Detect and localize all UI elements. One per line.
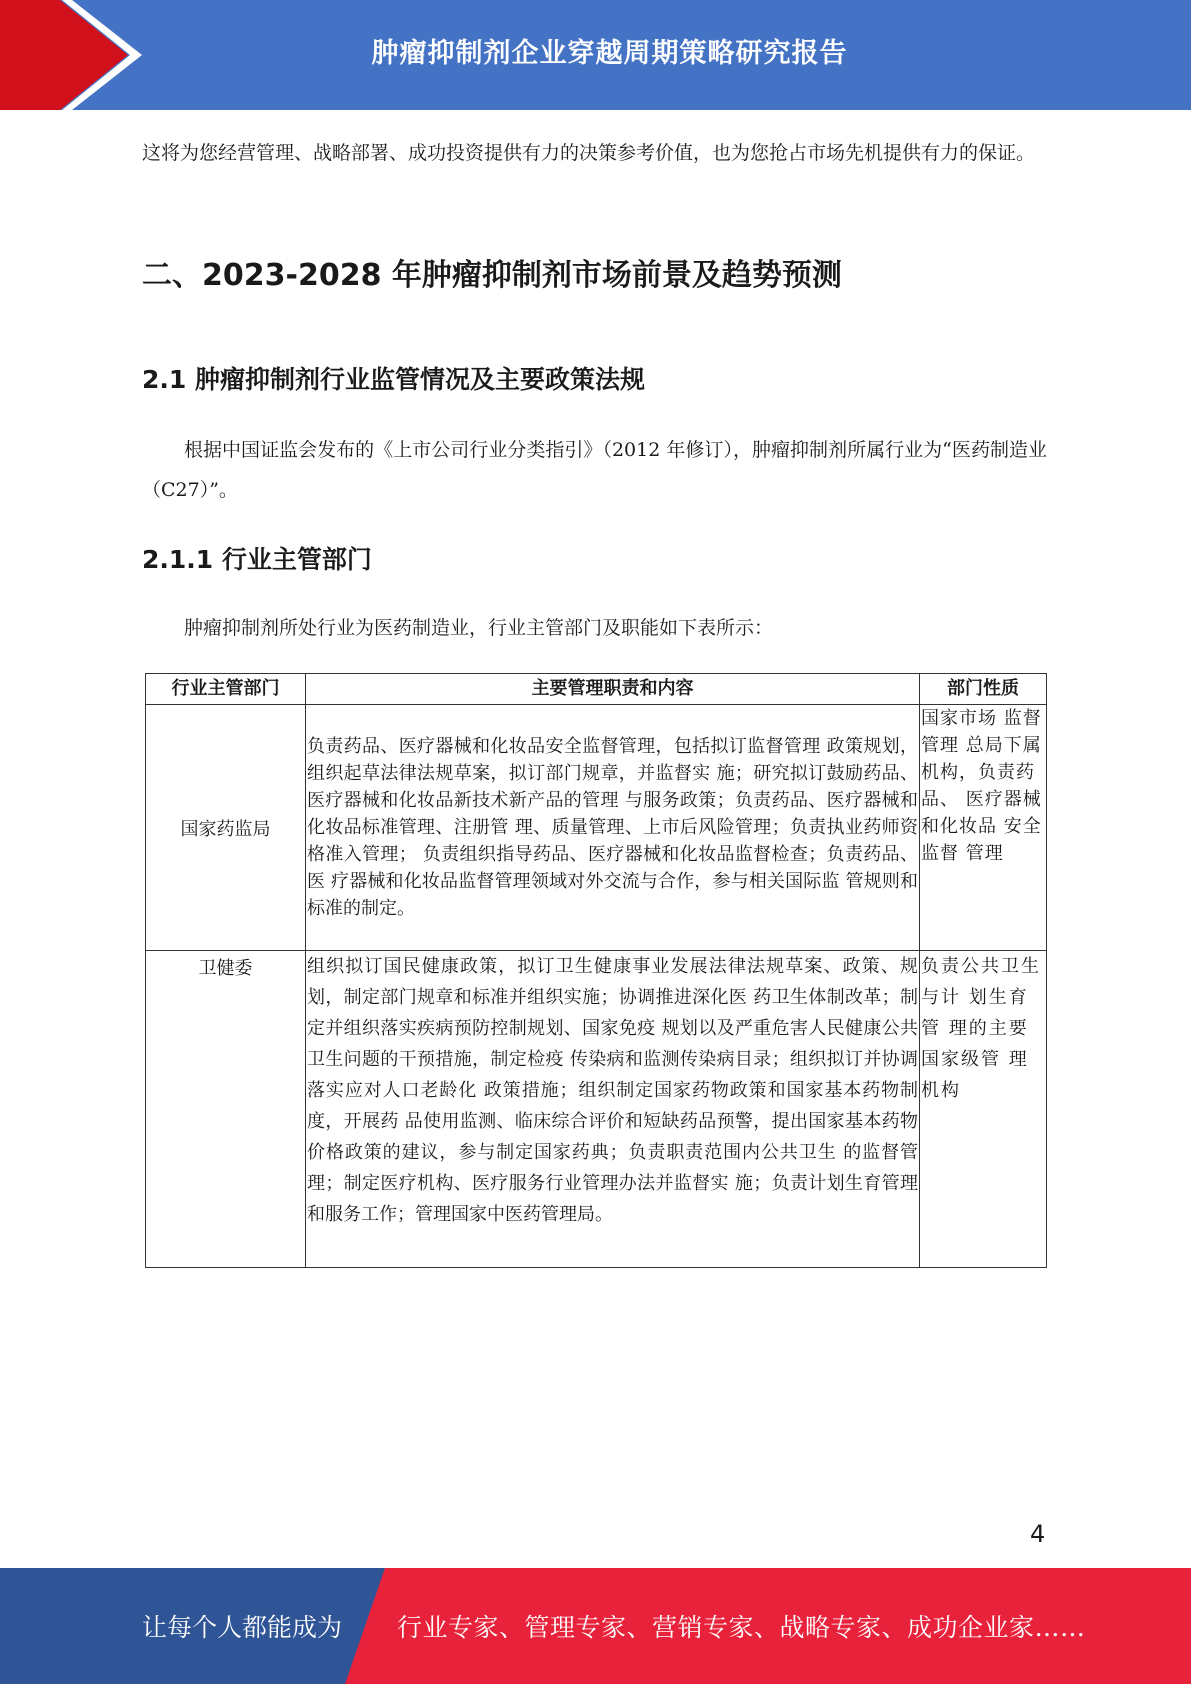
table-row [146, 951, 1047, 1268]
footer-left-text: 让每个人都能成为 [142, 1613, 343, 1642]
table-header-department: 行业主管部门 [146, 674, 306, 705]
subsection-paragraph: 根据中国证监会发布的《上市公司行业分类指引》（2012 年修订），肿瘤抑制剂所属行业为“医药制造业（C27）”。 [142, 439, 1047, 501]
header-title: 肿瘤抑制剂企业穿越周期策略研究报告 [371, 37, 848, 69]
table-cell-department: 卫健委 [146, 951, 306, 1268]
department-table [145, 673, 1047, 1268]
section-title: 二、2023-2028 年肿瘤抑制剂市场前景及趋势预测 [142, 258, 842, 293]
table-cell-duties: 负责药品、医疗器械和化妆品安全监督管理，包括拟订监督管理 政策规划，组织起草法律法规草案，拟订部门规章，并监督实 施；研究拟订鼓励药品、医疗器械和化妆品新技术新产品的管理 与服务政策；负责药品、医疗器械和化妆品标准管理、注册管 理、质量管理、上市后风险管理；负责执业药师资格准入管理； 负责组织指导药品、医疗器械和化妆品监督检查；负责药品、医 疗器械和化妆品监督管理领域对外交流与合作，参与相关国际监 管规则和标准的制定。 [306, 705, 920, 951]
page-number: 4 [1030, 1520, 1046, 1548]
intro-block [142, 133, 1047, 173]
intro-paragraph: 这将为您经营管理、战略部署、成功投资提供有力的决策参考价值，也为您抢占市场先机提供有力的保证。 [142, 142, 1036, 164]
subsubsection-title: 2.1.1 行业主管部门 [142, 545, 372, 574]
page-header [0, 0, 1191, 110]
subsubsection-paragraph: 肿瘤抑制剂所处行业为医药制造业，行业主管部门及职能如下表所示： [184, 617, 774, 639]
subsection-title: 2.1 肿瘤抑制剂行业监管情况及主要政策法规 [142, 365, 645, 394]
table-header-duties: 主要管理职责和内容 [306, 674, 920, 705]
table-header-row [146, 674, 1047, 705]
table-cell-nature: 国家市场 监督管理 总局下属 机构，负责药品、 医疗器械 和化妆品 安全监督 管理 [920, 705, 1047, 951]
table-cell-duties: 组织拟订国民健康政策，拟订卫生健康事业发展法律法规草案、政策、规划，制定部门规章和标准并组织实施；协调推进深化医 药卫生体制改革；制定并组织落实疾病预防控制规划、国家免疫 规划以及严重危害人民健康公共卫生问题的干预措施，制定检疫 传染病和监测传染病目录；组织拟订并协调落实应对人口老龄化 政策措施；组织制定国家药物政策和国家基本药物制度，开展药 品使用监测、临床综合评价和短缺药品预警，提出国家基本药物 价格政策的建议，参与制定国家药典；负责职责范围内公共卫生 的监督管理；制定医疗机构、医疗服务行业管理办法并监督实 施；负责计划生育管理和服务工作；管理国家中医药管理局。 [306, 951, 920, 1268]
table-cell-nature: 负责公共卫生与计 划生育管 理的主要国家级管 理机构 [920, 951, 1047, 1268]
subsection-block [142, 430, 1047, 510]
subsubsection-block [142, 608, 1047, 648]
table-row [146, 705, 1047, 951]
page-footer [0, 1568, 1191, 1684]
table-cell-department: 国家药监局 [146, 705, 306, 951]
table-header-nature: 部门性质 [920, 674, 1047, 705]
footer-right-text: 行业专家、管理专家、营销专家、战略专家、成功企业家…… [397, 1613, 1086, 1642]
